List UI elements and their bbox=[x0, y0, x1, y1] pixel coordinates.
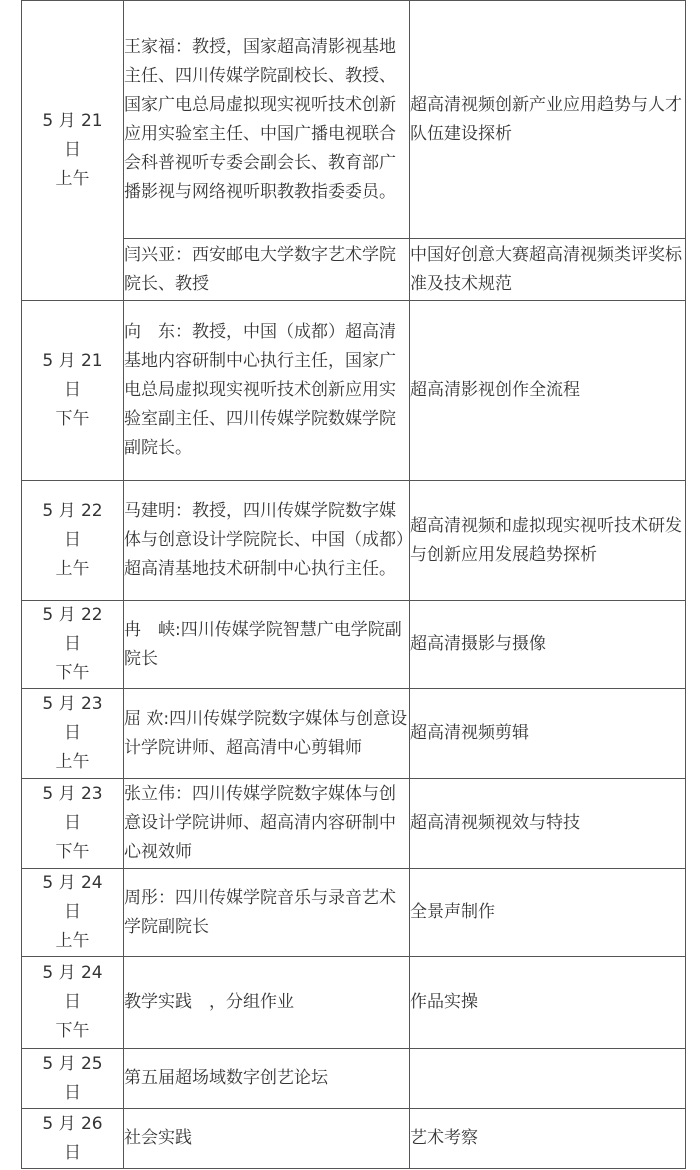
topic-cell: 超高清视频创新产业应用趋势与人才队伍建设探析 bbox=[410, 1, 686, 239]
date-day: 5 月 23 bbox=[42, 694, 103, 714]
date-cell bbox=[22, 869, 124, 957]
date-unit: 日 bbox=[64, 634, 81, 654]
date-unit: 日 bbox=[64, 140, 81, 160]
speaker-cell: 教学实践 ，分组作业 bbox=[124, 957, 410, 1049]
table-row bbox=[22, 481, 686, 601]
date-unit: 日 bbox=[64, 723, 81, 743]
date-cell bbox=[22, 601, 124, 689]
table-row bbox=[22, 689, 686, 779]
table-row bbox=[22, 1109, 686, 1169]
date-day: 5 月 21 bbox=[42, 351, 103, 371]
date-cell bbox=[22, 1109, 124, 1169]
topic-cell: 中国好创意大赛超高清视频类评奖标准及技术规范 bbox=[410, 239, 686, 301]
speaker-cell: 向 东：教授，中国（成都）超高清基地内容研制中心执行主任，国家广电总局虚拟现实视听技术创新应用实验室副主任、四川传媒学院数媒学院副院长。 bbox=[124, 301, 410, 481]
date-cell bbox=[22, 301, 124, 481]
date-period: 上午 bbox=[55, 559, 90, 579]
date-day: 5 月 23 bbox=[42, 784, 103, 804]
date-day: 5 月 22 bbox=[42, 501, 103, 521]
table-row bbox=[22, 1, 686, 239]
date-cell bbox=[22, 779, 124, 869]
table-row bbox=[22, 601, 686, 689]
date-day: 5 月 24 bbox=[42, 873, 103, 893]
date-period: 上午 bbox=[55, 752, 90, 772]
speaker-cell: 屈 欢:四川传媒学院数字媒体与创意设计学院讲师、超高清中心剪辑师 bbox=[124, 689, 410, 779]
speaker-cell: 马建明：教授，四川传媒学院数字媒体与创意设计学院院长、中国（成都）超高清基地技术研制中心执行主任。 bbox=[124, 481, 410, 601]
schedule-table bbox=[21, 0, 686, 1169]
topic-cell: 全景声制作 bbox=[410, 869, 686, 957]
topic-cell: 作品实操 bbox=[410, 957, 686, 1049]
date-cell bbox=[22, 689, 124, 779]
date-unit: 日 bbox=[64, 530, 81, 550]
date-cell bbox=[22, 481, 124, 601]
table-row bbox=[22, 869, 686, 957]
date-unit: 日 bbox=[64, 992, 81, 1012]
table-row bbox=[22, 301, 686, 481]
date-cell bbox=[22, 1, 124, 301]
date-period: 下午 bbox=[55, 663, 90, 683]
speaker-cell: 张立伟：四川传媒学院数字媒体与创意设计学院讲师、超高清内容研制中心视效师 bbox=[124, 779, 410, 869]
date-day: 5 月 22 bbox=[42, 605, 103, 625]
speaker-cell: 周彤：四川传媒学院音乐与录音艺术学院副院长 bbox=[124, 869, 410, 957]
topic-cell: 超高清影视创作全流程 bbox=[410, 301, 686, 481]
date-unit: 日 bbox=[64, 813, 81, 833]
date-unit: 日 bbox=[64, 1082, 81, 1103]
speaker-cell: 冉 峡:四川传媒学院智慧广电学院副院长 bbox=[124, 601, 410, 689]
speaker-cell: 第五届超场域数字创艺论坛 bbox=[124, 1049, 410, 1109]
date-day: 5 月 25 bbox=[42, 1053, 103, 1074]
speaker-cell: 闫兴亚：西安邮电大学数字艺术学院院长、教授 bbox=[124, 239, 410, 301]
topic-cell bbox=[410, 1049, 686, 1109]
date-unit: 日 bbox=[64, 1142, 81, 1163]
date-unit: 日 bbox=[64, 380, 81, 400]
table-row bbox=[22, 1049, 686, 1109]
speaker-cell: 社会实践 bbox=[124, 1109, 410, 1169]
date-cell bbox=[22, 957, 124, 1049]
date-period: 上午 bbox=[55, 931, 90, 951]
topic-cell: 艺术考察 bbox=[410, 1109, 686, 1169]
date-period: 下午 bbox=[55, 842, 90, 862]
topic-cell: 超高清摄影与摄像 bbox=[410, 601, 686, 689]
date-day: 5 月 24 bbox=[42, 963, 103, 983]
table-row bbox=[22, 957, 686, 1049]
topic-cell: 超高清视频剪辑 bbox=[410, 689, 686, 779]
date-period: 下午 bbox=[55, 1021, 90, 1041]
topic-cell: 超高清视频视效与特技 bbox=[410, 779, 686, 869]
table-row bbox=[22, 779, 686, 869]
date-day: 5 月 21 bbox=[42, 111, 103, 131]
date-unit: 日 bbox=[64, 902, 81, 922]
date-day: 5 月 26 bbox=[42, 1113, 103, 1134]
date-period: 下午 bbox=[55, 409, 90, 429]
date-period: 上午 bbox=[55, 169, 90, 189]
topic-cell: 超高清视频和虚拟现实视听技术研发与创新应用发展趋势探析 bbox=[410, 481, 686, 601]
speaker-cell: 王家福：教授，国家超高清影视基地主任、四川传媒学院副校长、教授、国家广电总局虚拟现实视听技术创新应用实验室主任、中国广播电视联合会科普视听专委会副会长、教育部广播影视与网络视听职教教指委委员。 bbox=[124, 1, 410, 239]
date-cell bbox=[22, 1049, 124, 1109]
